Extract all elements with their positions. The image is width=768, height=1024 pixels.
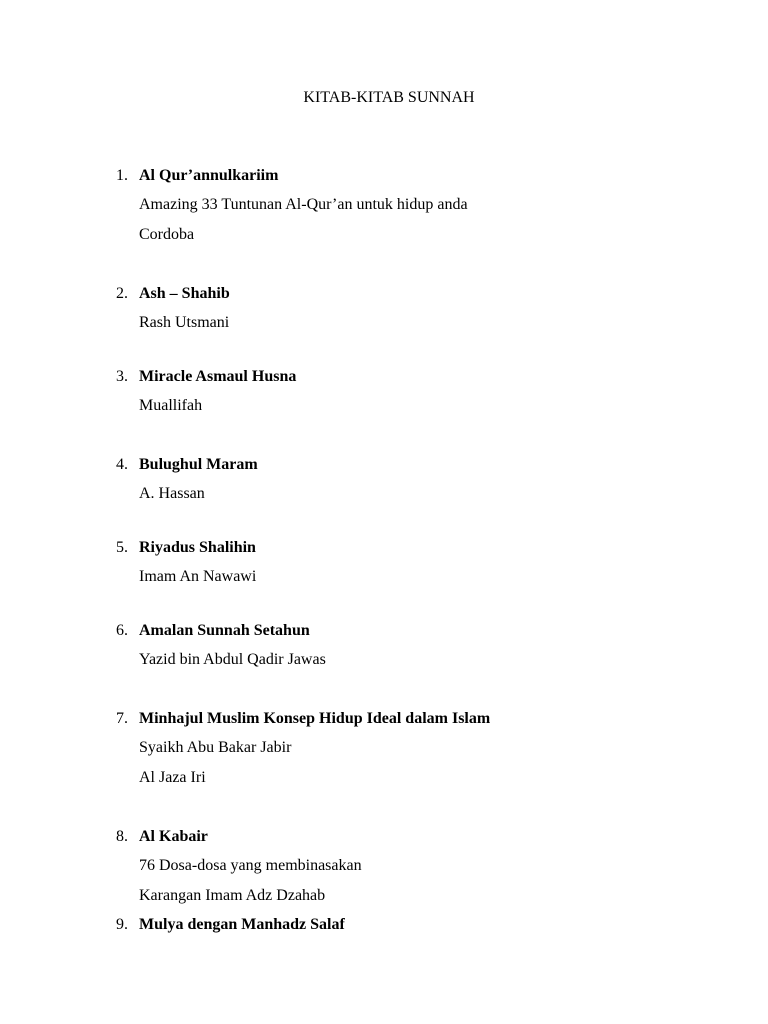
item-number: 5. (116, 539, 128, 556)
item-title: Ash – Shahib (139, 285, 230, 302)
item-number: 7. (116, 710, 128, 727)
item-number: 2. (116, 285, 128, 302)
item-detail: Muallifah (139, 397, 203, 414)
item-number: 9. (116, 916, 128, 933)
item-detail: Karangan Imam Adz Dzahab (139, 887, 326, 904)
item-title: Bulughul Maram (139, 456, 258, 473)
item-number: 3. (116, 368, 128, 385)
item-detail: Amazing 33 Tuntunan Al-Qur’an untuk hidup anda (139, 196, 468, 213)
item-title: Amalan Sunnah Setahun (139, 622, 310, 639)
item-detail: Syaikh Abu Bakar Jabir (139, 739, 292, 756)
item-detail: 76 Dosa-dosa yang membinasakan (139, 857, 362, 874)
item-detail: Imam An Nawawi (139, 568, 257, 585)
item-title: Al Kabair (139, 828, 208, 845)
item-title: Mulya dengan Manhadz Salaf (139, 916, 345, 933)
item-detail: Rash Utsmani (139, 314, 230, 331)
item-number: 6. (116, 622, 128, 639)
item-title: Al Qur’annulkariim (139, 167, 279, 184)
item-detail: A. Hassan (139, 485, 205, 502)
item-detail: Al Jaza Iri (139, 769, 206, 786)
item-number: 4. (116, 456, 128, 473)
item-title: Riyadus Shalihin (139, 539, 256, 556)
item-detail: Cordoba (139, 226, 195, 243)
item-detail: Yazid bin Abdul Qadir Jawas (139, 651, 326, 668)
item-title: Miracle Asmaul Husna (139, 368, 297, 385)
item-title: Minhajul Muslim Konsep Hidup Ideal dalam Islam (139, 710, 491, 727)
item-number: 1. (116, 167, 128, 184)
page-title: KITAB-KITAB SUNNAH (303, 89, 475, 106)
item-number: 8. (116, 828, 128, 845)
